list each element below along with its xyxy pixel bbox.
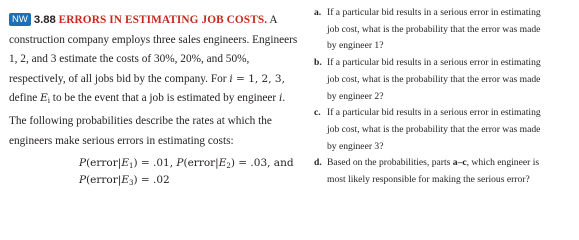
question-d-parts-ref: a–c	[452, 157, 467, 169]
nw-badge: NW	[9, 13, 31, 26]
prob-E1: E	[121, 157, 129, 169]
question-b-line-2: job cost, what is the probability that the error was made	[327, 73, 541, 85]
exercise-line-5	[9, 89, 311, 112]
probability-equations	[79, 157, 294, 190]
question-a-line-3: by engineer 1?	[327, 40, 384, 52]
prob-sub-1: 1	[128, 162, 134, 170]
math-var-E: E	[40, 92, 48, 105]
math-var-i: i	[229, 72, 233, 85]
question-b	[314, 55, 576, 105]
exercise-title: ERRORS IN ESTIMATING JOB COSTS.	[58, 14, 268, 26]
question-letter-a: a.	[314, 7, 322, 18]
prob-P1: P	[79, 157, 87, 169]
question-letter-d: d.	[314, 157, 322, 169]
prob-P3: P	[79, 173, 87, 186]
prob-error2: (error|	[183, 157, 219, 169]
question-c-line-2: job cost, what is the probability that the error was made	[327, 123, 541, 135]
question-a-line-2: job cost, what is the probability that the error was made	[327, 23, 541, 35]
question-c	[314, 105, 576, 155]
question-d	[314, 155, 576, 188]
exercise-statement	[9, 11, 311, 151]
prob-sub-3: 3	[128, 178, 134, 187]
probability-line-2	[79, 174, 294, 191]
question-letter-c: c.	[314, 107, 321, 119]
exercise-line-5-text-a: define	[9, 92, 41, 105]
question-c-line-3: by engineer 3?	[327, 140, 384, 152]
math-var-Ei	[40, 92, 50, 104]
math-var-i-end: i	[279, 92, 283, 105]
question-d-text-b: , which engineer is	[466, 157, 540, 169]
prob-rhs-1: ) = .01,	[133, 157, 177, 169]
exercise-line-4-text-a: respectively, of all jobs bid by the company. For	[9, 72, 230, 85]
exercise-line-6: The following probabilities describe the rates at which the	[9, 114, 272, 127]
prob-rhs-3: ) = .02	[133, 173, 170, 186]
exercise-line-4-text-b: = 1, 2, 3,	[232, 72, 285, 85]
question-b-line-1: If a particular bid results in a serious error in estimating	[327, 57, 541, 69]
exercise-line-5-text-b: to be the event that a job is estimated by engineer	[49, 92, 279, 105]
question-a-line-1: If a particular bid results in a serious error in estimating	[327, 7, 541, 18]
exercise-line-7: engineers make serious errors in estimating costs:	[9, 134, 234, 147]
probability-line-1	[79, 157, 294, 174]
prob-E3: E	[121, 173, 129, 186]
question-b-line-3: by engineer 2?	[327, 90, 384, 102]
exercise-heading-line	[9, 11, 311, 31]
question-c-line-1: If a particular bid results in a serious error in estimating	[327, 107, 541, 119]
exercise-line1-tail: A	[267, 14, 278, 26]
prob-E2: E	[218, 157, 227, 169]
question-d-line-1	[327, 155, 576, 172]
prob-rhs-2: ) = .03, and	[230, 157, 294, 169]
exercise-line-4	[9, 70, 311, 90]
question-letter-b: b.	[314, 57, 322, 69]
question-a	[314, 5, 576, 55]
question-d-line-2: most likely responsible for making the serious error?	[327, 174, 530, 186]
prob-error3: (error|	[86, 173, 122, 186]
question-d-text-a: Based on the probabilities, parts	[327, 157, 453, 169]
exercise-line-3: 1, 2, and 3 estimate the costs of 30%, 20%, and 50%,	[9, 53, 250, 66]
exercise-line-5-period: .	[282, 92, 286, 105]
prob-P2: P	[176, 157, 184, 169]
prob-error1: (error|	[86, 157, 122, 169]
math-sub-i: i	[47, 97, 50, 106]
prob-sub-2: 2	[226, 162, 231, 170]
exercise-line-2: construction company employs three sales engineers. Engineers	[9, 33, 298, 46]
exercise-number: 3.88	[33, 14, 56, 26]
question-list	[314, 5, 576, 189]
